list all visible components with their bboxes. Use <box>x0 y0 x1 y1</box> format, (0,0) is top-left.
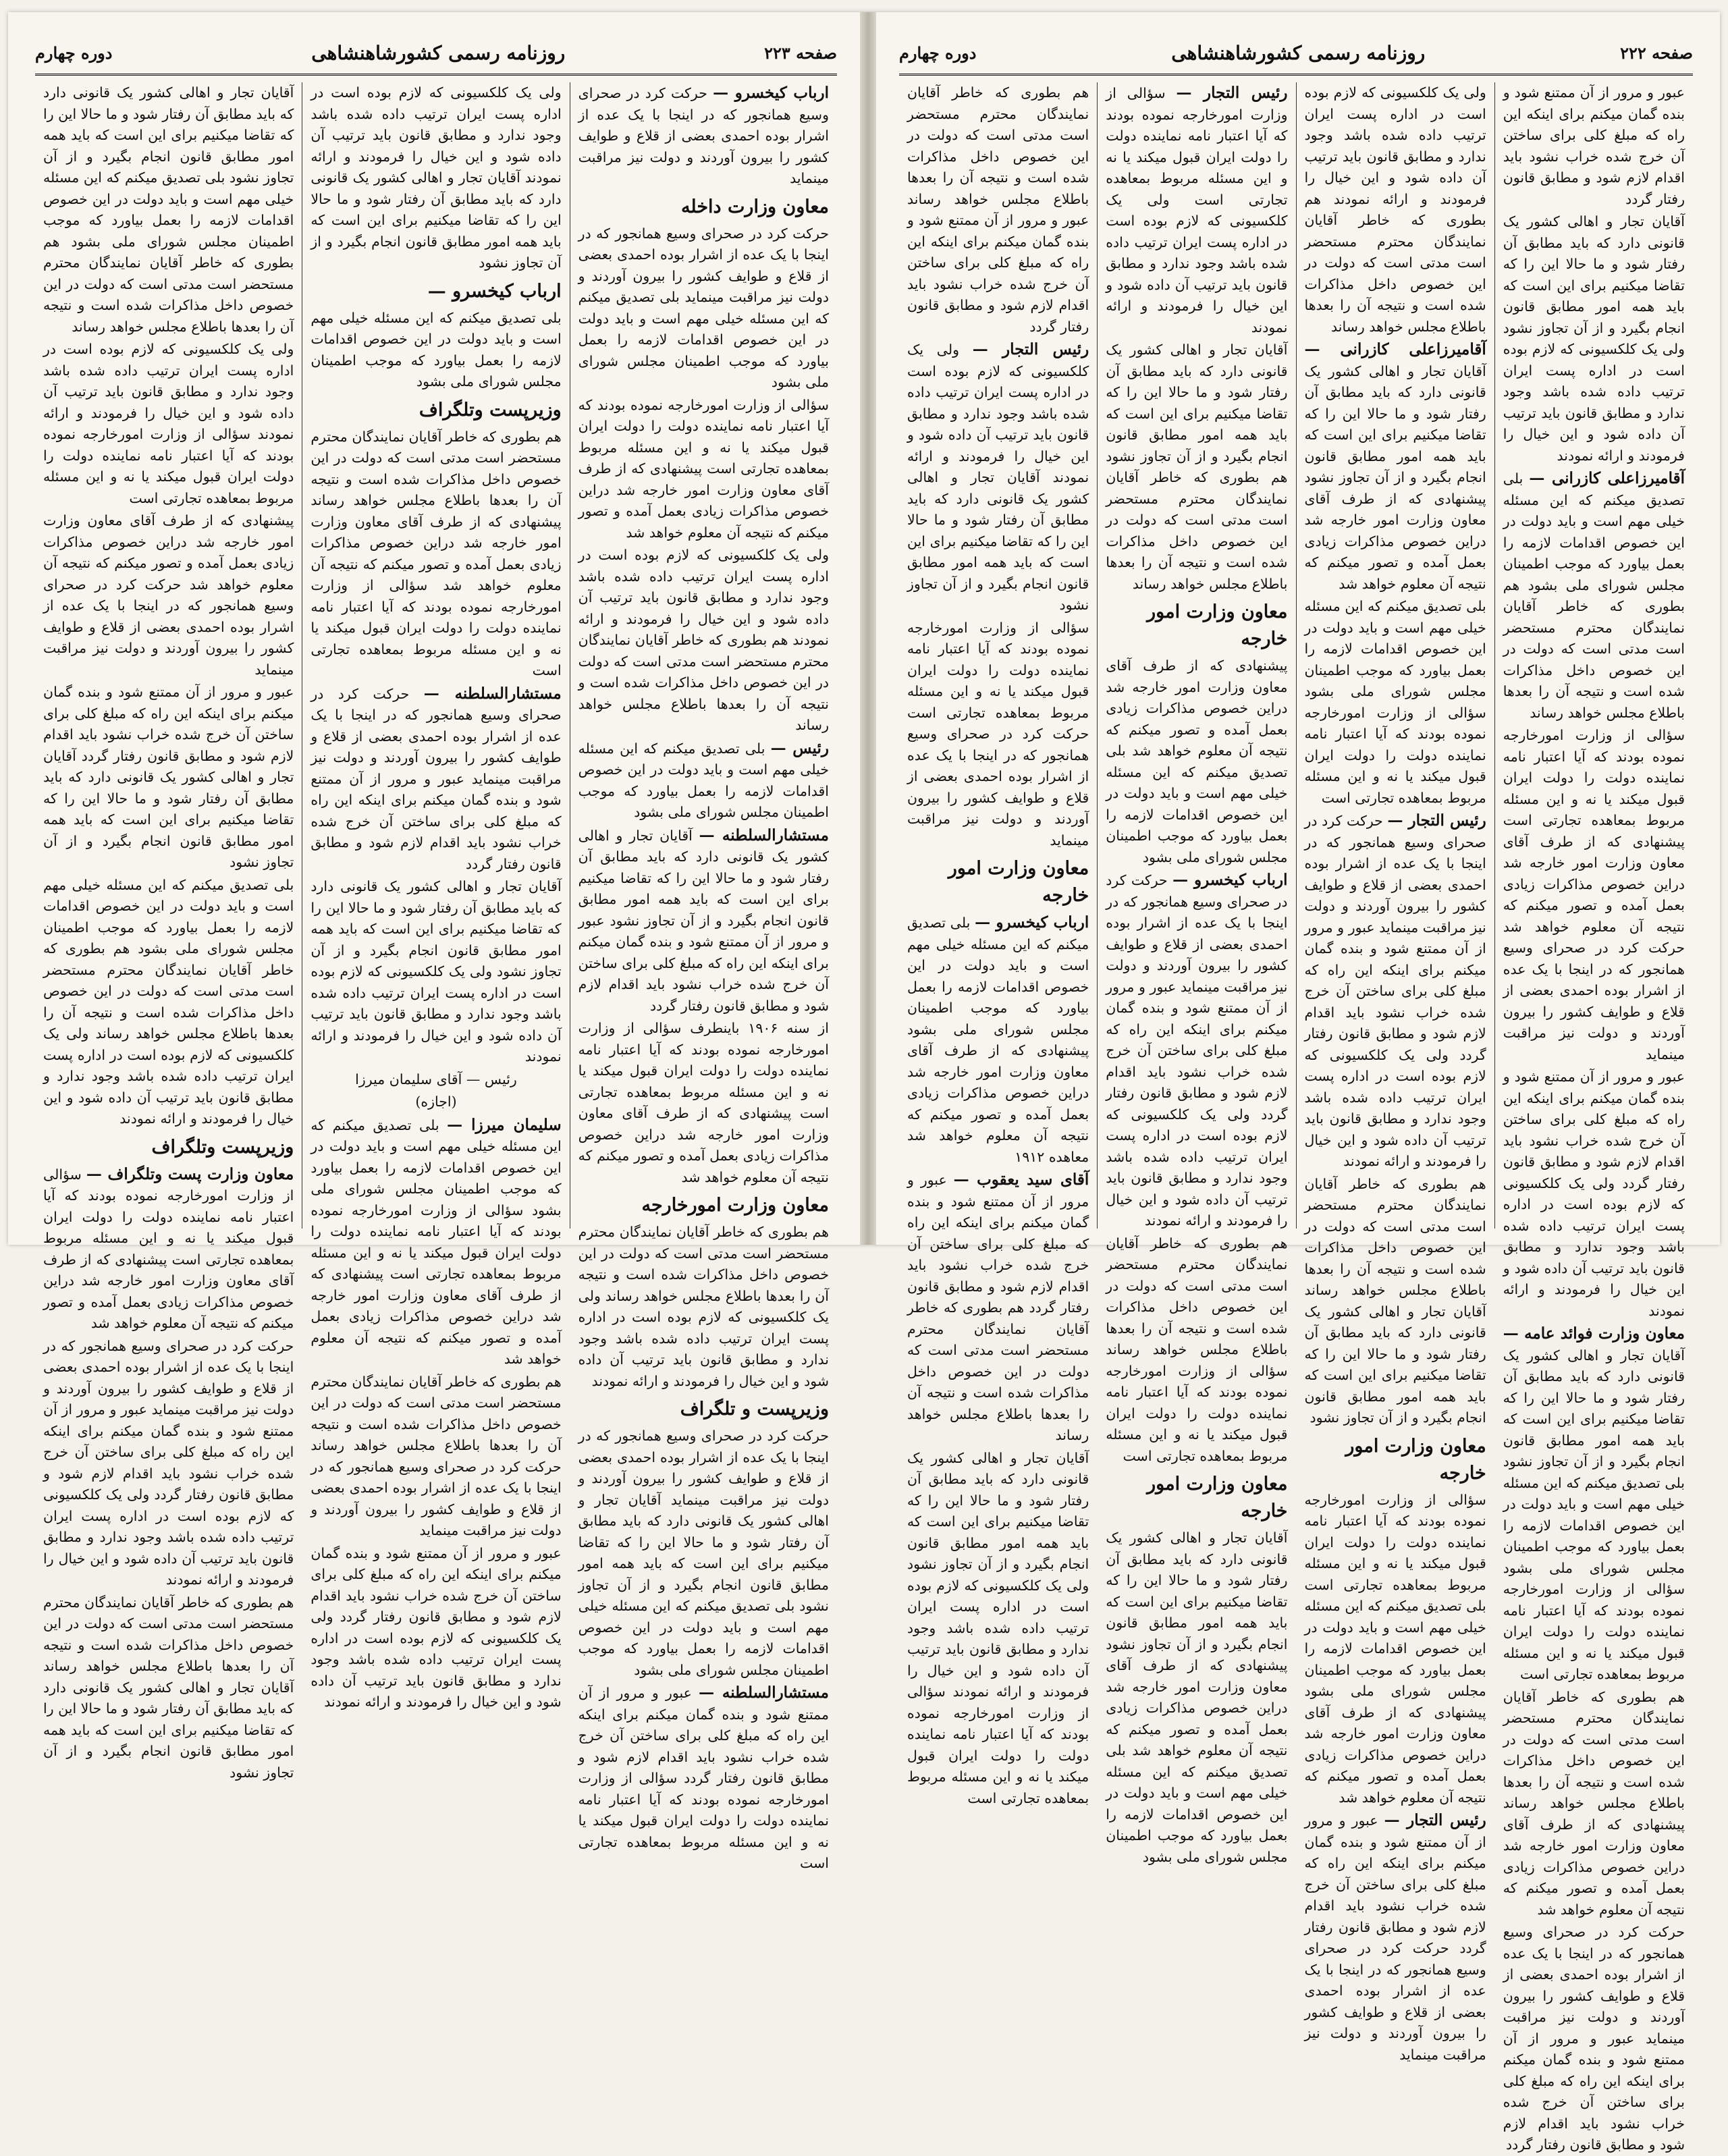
paragraph: ارباب کیخسرو — بلی تصدیق میکنم که این مسئله خیلی مهم است و باید دولت در این خصوص اقدامات لازمه را بعمل بیاورد که موجب اطمینان مجلس شورای ملی بشود پیشنهادی که از طرف آقای معاون وزارت امور خارجه شد دراین خصوص مذاکرات زیادی بعمل آمده و تصور میکنم که نتیجه آن معلوم خواهد شد معاهده ۱۹۱۲ <box>907 913 1089 1165</box>
section-heading: معاون وزارت امور خارجه <box>1345 1435 1486 1484</box>
paragraph: مستشارالسلطنه — آقایان تجار و اهالی کشور یک قانونی دارد که باید مطابق آن رفتار شود و ما حالا این را که تقاضا میکنیم برای این است که باید همه امور مطابق قانون انجام بگیرد و از آن تجاوز نشود عبور و مرور از آن ممتنع شود و بنده گمان میکنم برای اینکه این راه که مبلغ کلی برای ساختن آن خرج شده خراب نشود باید اقدام لازم شود و مطابق قانون رفتار گردد <box>578 826 829 1014</box>
speaker-label: معاون وزارت پست وتلگراف — <box>86 1164 294 1183</box>
right-page-header <box>899 32 1693 76</box>
paragraph: عبور و مرور از آن ممتنع شود و بنده گمان میکنم برای اینکه این راه که مبلغ کلی برای ساختن آن خرج شده خراب نشود باید اقدام لازم شود و مطابق قانون رفتار گردد <box>1503 84 1685 207</box>
paragraph: عبور و مرور از آن ممتنع شود و بنده گمان میکنم برای اینکه این راه که مبلغ کلی برای ساختن آن خرج شده خراب نشود باید اقدام لازم شود و مطابق قانون رفتار گردد آقایان تجار و اهالی کشور یک قانونی دارد که باید مطابق آن رفتار شود و ما حالا این را که تقاضا میکنیم برای این است که باید همه امور مطابق قانون انجام بگیرد و از آن تجاوز نشود <box>43 684 294 870</box>
speaker-label: آقامیرزاعلی کازرانی — <box>1304 340 1486 358</box>
text-column <box>570 82 837 1871</box>
paragraph: سؤالی از وزارت امورخارجه نموده بودند که آیا اعتبار نامه نماینده دولت را دولت ایران قبول میکند یا نه و این مسئله مربوط بمعاهده تجارتی است بلی تصدیق میکنم که این مسئله خیلی مهم است و باید دولت در این خصوص اقدامات لازمه را بعمل بیاورد که موجب اطمینان مجلس شورای ملی بشود پیشنهادی که از طرف آقای معاون وزارت امور خارجه شد دراین خصوص مذاکرات زیادی بعمل آمده و تصور میکنم که نتیجه آن معلوم خواهد شد <box>1304 1491 1486 1806</box>
paragraph: رئیس — بلی تصدیق میکنم که این مسئله خیلی مهم است و باید دولت در این خصوص اقدامات لازمه را بعمل بیاورد که موجب اطمینان مجلس شورای ملی بشود <box>578 738 829 820</box>
paragraph: ارباب کیخسرو — حرکت کرد در صحرای وسیع همانجور که در اینجا با یک عده از اشرار بوده احمدی بعضی از قلاع و طوایف کشور را بیرون آوردند و دولت نیز مراقبت مینماید عبور و مرور از آن ممتنع شود و بنده گمان میکنم برای اینکه این راه که مبلغ کلی برای ساختن آن خرج شده خراب نشود باید اقدام لازم شود و مطابق قانون رفتار گردد ولی یک کلکسیونی که لازم بوده است در اداره پست ایران ترتیب داده شده باشد وجود ندارد و مطابق قانون باید ترتیب آن داده شود و این خیال را فرمودند و ارائه نمودند <box>1106 871 1288 1229</box>
speaker-label: رئیس التجار — <box>1387 811 1486 830</box>
text-column <box>899 82 1097 1806</box>
paragraph: هم بطوری که خاطر آقایان نمایندگان محترم مستحضر است مدتی است که دولت در این خصوص داخل مذاکرات شده است و نتیجه آن را بعدها باطلاع مجلس خواهد رساند سؤالی از وزارت امورخارجه نموده بودند که آیا اعتبار نامه نماینده دولت را دولت ایران قبول میکند یا نه و این مسئله مربوط بمعاهده تجارتی است <box>1106 1235 1288 1464</box>
speaker-label: ارباب کیخسرو — <box>975 913 1089 932</box>
section-heading: معاون وزارت امور خارجه <box>948 858 1089 906</box>
paragraph: رئیس التجار — ولی یک کلکسیونی که لازم بوده است در اداره پست ایران ترتیب داده شده باشد وجود ندارد و مطابق قانون باید ترتیب آن داده شود و این خیال را فرمودند و ارائه نمودند آقایان تجار و اهالی کشور یک قانونی دارد که باید مطابق آن رفتار شود و ما حالا این را که تقاضا میکنیم برای این است که باید همه امور مطابق قانون انجام بگیرد و از آن تجاوز نشود <box>907 340 1089 613</box>
left-page-header <box>35 32 837 76</box>
speaker-label: معاون وزارت فوائد عامه — <box>1503 1324 1685 1343</box>
speaker-label: ارباب کیخسرو — <box>1172 871 1288 889</box>
paragraph: آقایان تجار و اهالی کشور یک قانونی دارد که باید مطابق آن رفتار شود و ما حالا این را که تقاضا میکنیم برای این است که باید همه امور مطابق قانون انجام بگیرد و از آن تجاوز نشود ولی یک کلکسیونی که لازم بوده است در اداره پست ایران ترتیب داده شده باشد وجود ندارد و مطابق قانون باید ترتیب آن داده شود و این خیال را فرمودند و ارائه نمودند سؤالی از وزارت امورخارجه نموده بودند که آیا اعتبار نامه نماینده دولت را دولت ایران قبول میکند یا نه و این مسئله مربوط بمعاهده تجارتی است <box>907 1449 1089 1806</box>
left-page-columns <box>35 82 837 1871</box>
page-number: صفحه ۲۲۲ <box>1620 43 1693 63</box>
paragraph: رئیس التجار — عبور و مرور از آن ممتنع شود و بنده گمان میکنم برای اینکه این راه که مبلغ کلی برای ساختن آن خرج شده خراب نشود باید اقدام لازم شود و مطابق قانون رفتار گردد حرکت کرد در صحرای وسیع همانجور که در اینجا با یک عده از اشرار بوده احمدی بعضی از قلاع و طوایف کشور را بیرون آوردند و دولت نیز مراقبت مینماید <box>1304 1811 1486 2063</box>
paragraph: آقایان تجار و اهالی کشور یک قانونی دارد که باید مطابق آن رفتار شود و ما حالا این را که تقاضا میکنیم برای این است که باید همه امور مطابق قانون انجام بگیرد و از آن تجاوز نشود پیشنهادی که از طرف آقای معاون وزارت امور خارجه شد دراین خصوص مذاکرات زیادی بعمل آمده و تصور میکنم که نتیجه آن معلوم خواهد شد بلی تصدیق میکنم که این مسئله خیلی مهم است و باید دولت در این خصوص اقدامات لازمه را بعمل بیاورد که موجب اطمینان مجلس شورای ملی بشود <box>1106 1530 1288 1865</box>
paragraph: مستشارالسلطنه — حرکت کرد در صحرای وسیع همانجور که در اینجا با یک عده از اشرار بوده احمدی بعضی از قلاع و طوایف کشور را بیرون آوردند و دولت نیز مراقبت مینماید عبور و مرور از آن ممتنع شود و بنده گمان میکنم برای اینکه این راه که مبلغ کلی برای ساختن آن خرج شده خراب نشود باید اقدام لازم شود و مطابق قانون رفتار گردد <box>310 684 562 872</box>
right-page-columns <box>899 82 1693 2153</box>
paragraph: آقای سید یعقوب — عبور و مرور از آن ممتنع شود و بنده گمان میکنم برای اینکه این راه که مبلغ کلی برای ساختن آن خرج شده خراب نشود باید اقدام لازم شود و مطابق قانون رفتار گردد هم بطوری که خاطر آقایان نمایندگان محترم مستحضر است مدتی است که دولت در این خصوص داخل مذاکرات شده است و نتیجه آن را بعدها باطلاع مجلس خواهد رساند <box>907 1170 1089 1443</box>
paragraph: بلی تصدیق میکنم که این مسئله خیلی مهم است و باید دولت در این خصوص اقدامات لازمه را بعمل بیاورد که موجب اطمینان مجلس شورای ملی بشود <box>310 309 562 389</box>
section-heading: وزیرپست وتلگراف <box>418 399 562 421</box>
paragraph: ولی یک کلکسیونی که لازم بوده است در اداره پست ایران ترتیب داده شده باشد وجود ندارد و مطابق قانون باید ترتیب آن داده شود و این خیال را فرمودند و ارائه نمودند سؤالی از وزارت امورخارجه نموده بودند که آیا اعتبار نامه نماینده دولت را دولت ایران قبول میکند یا نه و این مسئله مربوط بمعاهده تجارتی است <box>43 341 294 506</box>
paragraph: عبور و مرور از آن ممتنع شود و بنده گمان میکنم برای اینکه این راه که مبلغ کلی برای ساختن آن خرج شده خراب نشود باید اقدام لازم شود و مطابق قانون رفتار گردد ولی یک کلکسیونی که لازم بوده است در اداره پست ایران ترتیب داده شده باشد وجود ندارد و مطابق قانون باید ترتیب آن داده شود و این خیال را فرمودند و ارائه نمودند <box>310 1544 562 1710</box>
text-column <box>35 82 302 1781</box>
paragraph: آقایان تجار و اهالی کشور یک قانونی دارد که باید مطابق آن رفتار شود و ما حالا این را که تقاضا میکنیم برای این است که باید همه امور مطابق قانون انجام بگیرد و از آن تجاوز نشود ولی یک کلکسیونی که لازم بوده است در اداره پست ایران ترتیب داده شده باشد وجود ندارد و مطابق قانون باید ترتیب آن داده شود و این خیال را فرمودند و ارائه نمودند <box>1503 213 1685 464</box>
section-heading: معاون وزارت امور خارجه <box>1147 1474 1288 1521</box>
paragraph: پیشنهادی که از طرف آقای معاون وزارت امور خارجه شد دراین خصوص مذاکرات زیادی بعمل آمده و تصور میکنم که نتیجه آن معلوم خواهد شد بلی تصدیق میکنم که این مسئله خیلی مهم است و باید دولت در این خصوص اقدامات لازمه را بعمل بیاورد که موجب اطمینان مجلس شورای ملی بشود <box>1106 657 1288 865</box>
paragraph: حرکت کرد در صحرای وسیع همانجور که در اینجا با یک عده از اشرار بوده احمدی بعضی از قلاع و طوایف کشور را بیرون آوردند و دولت نیز مراقبت مینماید عبور و مرور از آن ممتنع شود و بنده گمان میکنم برای اینکه این راه که مبلغ کلی برای ساختن آن خرج شده خراب نشود باید اقدام لازم شود و مطابق قانون رفتار گردد <box>1503 1924 1685 2153</box>
paragraph: هم بطوری که خاطر آقایان نمایندگان محترم مستحضر است مدتی است که دولت در این خصوص داخل مذاکرات شده است و نتیجه آن را بعدها باطلاع مجلس خواهد رساند پیشنهادی که از طرف آقای معاون وزارت امور خارجه شد دراین خصوص مذاکرات زیادی بعمل آمده و تصور میکنم که نتیجه آن معلوم خواهد شد سؤالی از وزارت امورخارجه نموده بودند که آیا اعتبار نامه نماینده دولت را دولت ایران قبول میکند یا نه و این مسئله مربوط بمعاهده تجارتی است <box>310 428 562 678</box>
text-column <box>1097 82 1295 1865</box>
section-heading: معاون وزارت امور خارجه <box>1147 601 1288 649</box>
paragraph: سلیمان میرزا — بلی تصدیق میکنم که این مسئله خیلی مهم است و باید دولت در این خصوص اقدامات لازمه را بعمل بیاورد که موجب اطمینان مجلس شورای ملی بشود سؤالی از وزارت امورخارجه نموده بودند که آیا اعتبار نامه نماینده دولت را دولت ایران قبول میکند یا نه و این مسئله مربوط بمعاهده تجارتی است پیشنهادی که از طرف آقای معاون وزارت امور خارجه شد دراین خصوص مذاکرات زیادی بعمل آمده و تصور میکنم که نتیجه آن معلوم خواهد شد <box>310 1115 562 1367</box>
newspaper-title: روزنامه رسمی کشورشاهنشاهی <box>311 42 566 64</box>
speaker-label: رئیس — <box>770 738 829 757</box>
paragraph: ولی یک کلکسیونی که لازم بوده است در اداره پست ایران ترتیب داده شده باشد وجود ندارد و مطابق قانون باید ترتیب آن داده شود و این خیال را فرمودند و ارائه نمودند هم بطوری که خاطر آقایان نمایندگان محترم مستحضر است مدتی است که دولت در این خصوص داخل مذاکرات شده است و نتیجه آن را بعدها باطلاع مجلس خواهد رساند <box>578 547 829 733</box>
speaker-label: رئیس التجار — <box>1176 84 1288 102</box>
paragraph: بلی تصدیق میکنم که این مسئله خیلی مهم است و باید دولت در این خصوص اقدامات لازمه را بعمل بیاورد که موجب اطمینان مجلس شورای ملی بشود هم بطوری که خاطر آقایان نمایندگان محترم مستحضر است مدتی است که دولت در این خصوص داخل مذاکرات شده است و نتیجه آن را بعدها باطلاع مجلس خواهد رساند ولی یک کلکسیونی که لازم بوده است در اداره پست ایران ترتیب داده شده باشد وجود ندارد و مطابق قانون باید ترتیب آن داده شود و این خیال را فرمودند و ارائه نمودند <box>43 876 294 1127</box>
speaker-label: ارباب کیخسرو — <box>713 84 829 102</box>
paragraph: مستشارالسلطنه — عبور و مرور از آن ممتنع شود و بنده گمان میکنم برای اینکه این راه که مبلغ کلی برای ساختن آن خرج شده خراب نشود باید اقدام لازم شود و مطابق قانون رفتار گردد سؤالی از وزارت امورخارجه نموده بودند که آیا اعتبار نامه نماینده دولت را دولت ایران قبول میکند یا نه و این مسئله مربوط بمعاهده تجارتی است <box>578 1683 829 1871</box>
paragraph: رئیس — آقای سلیمان میرزا <box>355 1071 517 1087</box>
speaker-label: آقای سید یعقوب — <box>953 1170 1089 1189</box>
paragraph: آقایان تجار و اهالی کشور یک قانونی دارد که باید مطابق آن رفتار شود و ما حالا این را که تقاضا میکنیم برای این است که باید همه امور مطابق قانون انجام بگیرد و از آن تجاوز نشود هم بطوری که خاطر آقایان نمایندگان محترم مستحضر است مدتی است که دولت در این خصوص داخل مذاکرات شده است و نتیجه آن را بعدها باطلاع مجلس خواهد رساند <box>1106 342 1288 592</box>
section-heading: معاون وزارت داخله <box>680 196 829 217</box>
paragraph: پیشنهادی که از طرف آقای معاون وزارت امور خارجه شد دراین خصوص مذاکرات زیادی بعمل آمده و تصور میکنم که نتیجه آن معلوم خواهد شد حرکت کرد در صحرای وسیع همانجور که در اینجا با یک عده از اشرار بوده احمدی بعضی از قلاع و طوایف کشور را بیرون آوردند و دولت نیز مراقبت مینماید <box>43 512 294 678</box>
section-heading: وزیرپست و تلگراف <box>680 1399 829 1420</box>
paragraph: از سنه ۱۹۰۶ باینطرف سؤالی از وزارت امورخارجه نموده بودند که آیا اعتبار نامه نماینده دولت را دولت ایران قبول میکند یا نه و این مسئله مربوط بمعاهده تجارتی است پیشنهادی که از طرف آقای معاون وزارت امور خارجه شد دراین خصوص مذاکرات زیادی بعمل آمده و تصور میکنم که نتیجه آن معلوم خواهد شد <box>578 1020 829 1185</box>
paragraph: سؤالی از وزارت امورخارجه نموده بودند که آیا اعتبار نامه نماینده دولت را دولت ایران قبول میکند یا نه و این مسئله مربوط بمعاهده تجارتی است حرکت کرد در صحرای وسیع همانجور که در اینجا با یک عده از اشرار بوده احمدی بعضی از قلاع و طوایف کشور را بیرون آوردند و دولت نیز مراقبت مینماید <box>907 619 1089 848</box>
left-page <box>8 12 864 1871</box>
section-heading: معاون وزارت امورخارجه <box>641 1195 829 1216</box>
paragraph: معاون وزارت فوائد عامه — آقایان تجار و اهالی کشور یک قانونی دارد که باید مطابق آن رفتار شود و ما حالا این را که تقاضا میکنیم برای این است که باید همه امور مطابق قانون انجام بگیرد و از آن تجاوز نشود بلی تصدیق میکنم که این مسئله خیلی مهم است و باید دولت در این خصوص اقدامات لازمه را بعمل بیاورد که موجب اطمینان مجلس شورای ملی بشود سؤالی از وزارت امورخارجه نموده بودند که آیا اعتبار نامه نماینده دولت را دولت ایران قبول میکند یا نه و این مسئله مربوط بمعاهده تجارتی است <box>1503 1324 1685 1682</box>
paragraph: سؤالی از وزارت امورخارجه نموده بودند که آیا اعتبار نامه نماینده دولت را دولت ایران قبول میکند یا نه و این مسئله مربوط بمعاهده تجارتی است پیشنهادی که از طرف آقای معاون وزارت امور خارجه شد دراین خصوص مذاکرات زیادی بعمل آمده و تصور میکنم که نتیجه آن معلوم خواهد شد حرکت کرد در صحرای وسیع همانجور که در اینجا با یک عده از اشرار بوده احمدی بعضی از قلاع و طوایف کشور را بیرون آوردند و دولت نیز مراقبت مینماید <box>1503 727 1685 1062</box>
paragraph: حرکت کرد در صحرای وسیع همانجور که در اینجا با یک عده از اشرار بوده احمدی بعضی از قلاع و طوایف کشور را بیرون آوردند و دولت نیز مراقبت مینماید عبور و مرور از آن ممتنع شود و بنده گمان میکنم برای اینکه این راه که مبلغ کلی برای ساختن آن خرج شده خراب نشود باید اقدام لازم شود و مطابق قانون رفتار گردد ولی یک کلکسیونی که لازم بوده است در اداره پست ایران ترتیب داده شده باشد وجود ندارد و مطابق قانون باید ترتیب آن داده شود و این خیال را فرمودند و ارائه نمودند <box>43 1337 294 1588</box>
paragraph: ارباب کیخسرو — حرکت کرد در صحرای وسیع همانجور که در اینجا با یک عده از اشرار بوده احمدی بعضی از قلاع و طوایف کشور را بیرون آوردند و دولت نیز مراقبت مینماید <box>578 84 829 186</box>
paragraph: بلی تصدیق میکنم که این مسئله خیلی مهم است و باید دولت در این خصوص اقدامات لازمه را بعمل بیاورد که موجب اطمینان مجلس شورای ملی بشود سؤالی از وزارت امورخارجه نموده بودند که آیا اعتبار نامه نماینده دولت را دولت ایران قبول میکند یا نه و این مسئله مربوط بمعاهده تجارتی است <box>1304 598 1486 806</box>
paragraph: آقامیرزاعلی کازرانی — آقایان تجار و اهالی کشور یک قانونی دارد که باید مطابق آن رفتار شود و ما حالا این را که تقاضا میکنیم برای این است که باید همه امور مطابق قانون انجام بگیرد و از آن تجاوز نشود پیشنهادی که از طرف آقای معاون وزارت امور خارجه شد دراین خصوص مذاکرات زیادی بعمل آمده و تصور میکنم که نتیجه آن معلوم خواهد شد <box>1304 340 1486 592</box>
page-number: صفحه ۲۲۳ <box>764 43 837 63</box>
text-column <box>302 82 569 1710</box>
paragraph: هم بطوری که خاطر آقایان نمایندگان محترم مستحضر است مدتی است که دولت در این خصوص داخل مذاکرات شده است و نتیجه آن را بعدها باطلاع مجلس خواهد رساند آقایان تجار و اهالی کشور یک قانونی دارد که باید مطابق آن رفتار شود و ما حالا این را که تقاضا میکنیم برای این است که باید همه امور مطابق قانون انجام بگیرد و از آن تجاوز نشود <box>43 1594 294 1781</box>
right-page <box>872 12 1720 2153</box>
period-label: دوره چهارم <box>899 43 977 63</box>
newspaper-title: روزنامه رسمی کشورشاهنشاهی <box>1171 42 1426 64</box>
paragraph: عبور و مرور از آن ممتنع شود و بنده گمان میکنم برای اینکه این راه که مبلغ کلی برای ساختن آن خرج شده خراب نشود باید اقدام لازم شود و مطابق قانون رفتار گردد ولی یک کلکسیونی که لازم بوده است در اداره پست ایران ترتیب داده شده باشد وجود ندارد و مطابق قانون باید ترتیب آن داده شود و این خیال را فرمودند و ارائه نمودند <box>1503 1069 1685 1319</box>
paragraph: هم بطوری که خاطر آقایان نمایندگان محترم مستحضر است مدتی است که دولت در این خصوص داخل مذاکرات شده است و نتیجه آن را بعدها باطلاع مجلس خواهد رساند پیشنهادی که از طرف آقای معاون وزارت امور خارجه شد دراین خصوص مذاکرات زیادی بعمل آمده و تصور میکنم که نتیجه آن معلوم خواهد شد <box>1503 1688 1685 1918</box>
paragraph: رئیس التجار — حرکت کرد در صحرای وسیع همانجور که در اینجا با یک عده از اشرار بوده احمدی بعضی از قلاع و طوایف کشور را بیرون آوردند و دولت نیز مراقبت مینماید عبور و مرور از آن ممتنع شود و بنده گمان میکنم برای اینکه این راه که مبلغ کلی برای ساختن آن خرج شده خراب نشود باید اقدام لازم شود و مطابق قانون رفتار گردد ولی یک کلکسیونی که لازم بوده است در اداره پست ایران ترتیب داده شده باشد وجود ندارد و مطابق قانون باید ترتیب آن داده شود و این خیال را فرمودند و ارائه نمودند <box>1304 811 1486 1169</box>
section-heading: ارباب کیخسرو — <box>427 280 562 302</box>
speaker-label: آقامیرزاعلی کازرانی — <box>1529 469 1685 487</box>
period-label: دوره چهارم <box>35 43 113 63</box>
text-column <box>1494 82 1693 2153</box>
paragraph: آقایان تجار و اهالی کشور یک قانونی دارد که باید مطابق آن رفتار شود و ما حالا این را که تقاضا میکنیم برای این است که باید همه امور مطابق قانون انجام بگیرد و از آن تجاوز نشود ولی یک کلکسیونی که لازم بوده است در اداره پست ایران ترتیب داده شده باشد وجود ندارد و مطابق قانون باید ترتیب آن داده شود و این خیال را فرمودند و ارائه نمودند <box>310 878 562 1064</box>
speaker-label: مستشارالسلطنه — <box>423 684 562 703</box>
paragraph: حرکت کرد در صحرای وسیع همانجور که در اینجا با یک عده از اشرار بوده احمدی بعضی از قلاع و طوایف کشور را بیرون آوردند و دولت نیز مراقبت مینماید آقایان تجار و اهالی کشور یک قانونی دارد که باید مطابق آن رفتار شود و ما حالا این را که تقاضا میکنیم برای این است که باید همه امور مطابق قانون انجام بگیرد و از آن تجاوز نشود بلی تصدیق میکنم که این مسئله خیلی مهم است و باید دولت در این خصوص اقدامات لازمه را بعمل بیاورد که موجب اطمینان مجلس شورای ملی بشود <box>578 1428 829 1678</box>
section-heading: وزیرپست وتلگراف <box>151 1136 294 1158</box>
paragraph: هم بطوری که خاطر آقایان نمایندگان محترم مستحضر است مدتی است که دولت در این خصوص داخل مذاکرات شده است و نتیجه آن را بعدها باطلاع مجلس خواهد رساند آقایان تجار و اهالی کشور یک قانونی دارد که باید مطابق آن رفتار شود و ما حالا این را که تقاضا میکنیم برای این است که باید همه امور مطابق قانون انجام بگیرد و از آن تجاوز نشود <box>1304 1175 1486 1426</box>
paragraph: آقامیرزاعلی کازرانی — بلی تصدیق میکنم که این مسئله خیلی مهم است و باید دولت در این خصوص اقدامات لازمه را بعمل بیاورد که موجب اطمینان مجلس شورای ملی بشود هم بطوری که خاطر آقایان نمایندگان محترم مستحضر است مدتی است که دولت در این خصوص داخل مذاکرات شده است و نتیجه آن را بعدها باطلاع مجلس خواهد رساند <box>1503 469 1685 721</box>
speaker-label: مستشارالسلطنه — <box>699 826 829 844</box>
paragraph: آقایان تجار و اهالی کشور یک قانونی دارد که باید مطابق آن رفتار شود و ما حالا این را که تقاضا میکنیم برای این است که باید همه امور مطابق قانون انجام بگیرد و از آن تجاوز نشود بلی تصدیق میکنم که این مسئله خیلی مهم است و باید دولت در این خصوص اقدامات لازمه را بعمل بیاورد که موجب اطمینان مجلس شورای ملی بشود هم بطوری که خاطر آقایان نمایندگان محترم مستحضر است مدتی است که دولت در این خصوص داخل مذاکرات شده است و نتیجه آن را بعدها باطلاع مجلس خواهد رساند <box>43 84 294 335</box>
paragraph: رئیس التجار — سؤالی از وزارت امورخارجه نموده بودند که آیا اعتبار نامه نماینده دولت را دولت ایران قبول میکند یا نه و این مسئله مربوط بمعاهده تجارتی است ولی یک کلکسیونی که لازم بوده است در اداره پست ایران ترتیب داده شده باشد وجود ندارد و مطابق قانون باید ترتیب آن داده شود و این خیال را فرمودند و ارائه نمودند <box>1106 84 1288 335</box>
paragraph: ولی یک کلکسیونی که لازم بوده است در اداره پست ایران ترتیب داده شده باشد وجود ندارد و مطابق قانون باید ترتیب آن داده شود و این خیال را فرمودند و ارائه نمودند هم بطوری که خاطر آقایان نمایندگان محترم مستحضر است مدتی است که دولت در این خصوص داخل مذاکرات شده است و نتیجه آن را بعدها باطلاع مجلس خواهد رساند <box>1304 84 1486 335</box>
speaker-label: مستشارالسلطنه — <box>699 1683 829 1702</box>
paragraph: هم بطوری که خاطر آقایان نمایندگان محترم مستحضر است مدتی است که دولت در این خصوص داخل مذاکرات شده است و نتیجه آن را بعدها باطلاع مجلس خواهد رساند حرکت کرد در صحرای وسیع همانجور که در اینجا با یک عده از اشرار بوده احمدی بعضی از قلاع و طوایف کشور را بیرون آوردند و دولت نیز مراقبت مینماید <box>310 1373 562 1538</box>
paragraph: هم بطوری که خاطر آقایان نمایندگان محترم مستحضر است مدتی است که دولت در این خصوص داخل مذاکرات شده است و نتیجه آن را بعدها باطلاع مجلس خواهد رساند ولی یک کلکسیونی که لازم بوده است در اداره پست ایران ترتیب داده شده باشد وجود ندارد و مطابق قانون باید ترتیب آن داده شود و این خیال را فرمودند و ارائه نمودند <box>578 1224 829 1389</box>
paragraph: هم بطوری که خاطر آقایان نمایندگان محترم مستحضر است مدتی است که دولت در این خصوص داخل مذاکرات شده است و نتیجه آن را بعدها باطلاع مجلس خواهد رساند عبور و مرور از آن ممتنع شود و بنده گمان میکنم برای اینکه این راه که مبلغ کلی برای ساختن آن خرج شده خراب نشود باید اقدام لازم شود و مطابق قانون رفتار گردد <box>907 84 1089 335</box>
paragraph: (اجازه) <box>415 1094 457 1110</box>
paragraph: ولی یک کلکسیونی که لازم بوده است در اداره پست ایران ترتیب داده شده باشد وجود ندارد و مطابق قانون باید ترتیب آن داده شود و این خیال را فرمودند و ارائه نمودند آقایان تجار و اهالی کشور یک قانونی دارد که باید مطابق آن رفتار شود و ما حالا این را که تقاضا میکنیم برای این است که باید همه امور مطابق قانون انجام بگیرد و از آن تجاوز نشود <box>310 84 562 271</box>
newspaper-spread <box>8 12 1720 2153</box>
paragraph: معاون وزارت پست وتلگراف — سؤالی از وزارت امورخارجه نموده بودند که آیا اعتبار نامه نماینده دولت را دولت ایران قبول میکند یا نه و این مسئله مربوط بمعاهده تجارتی است پیشنهادی که از طرف آقای معاون وزارت امور خارجه شد دراین خصوص مذاکرات زیادی بعمل آمده و تصور میکنم که نتیجه آن معلوم خواهد شد <box>43 1164 294 1331</box>
paragraph: سؤالی از وزارت امورخارجه نموده بودند که آیا اعتبار نامه نماینده دولت را دولت ایران قبول میکند یا نه و این مسئله مربوط بمعاهده تجارتی است پیشنهادی که از طرف آقای معاون وزارت امور خارجه شد دراین خصوص مذاکرات زیادی بعمل آمده و تصور میکنم که نتیجه آن معلوم خواهد شد <box>578 396 829 541</box>
paragraph: حرکت کرد در صحرای وسیع همانجور که در اینجا با یک عده از اشرار بوده احمدی بعضی از قلاع و طوایف کشور را بیرون آوردند و دولت نیز مراقبت مینماید بلی تصدیق میکنم که این مسئله خیلی مهم است و باید دولت در این خصوص اقدامات لازمه را بعمل بیاورد که موجب اطمینان مجلس شورای ملی بشود <box>578 225 829 390</box>
text-column <box>1296 82 1494 2063</box>
speaker-label: رئیس التجار — <box>972 340 1089 358</box>
speaker-label: سلیمان میرزا — <box>447 1115 562 1134</box>
speaker-label: رئیس التجار — <box>1384 1811 1486 1829</box>
